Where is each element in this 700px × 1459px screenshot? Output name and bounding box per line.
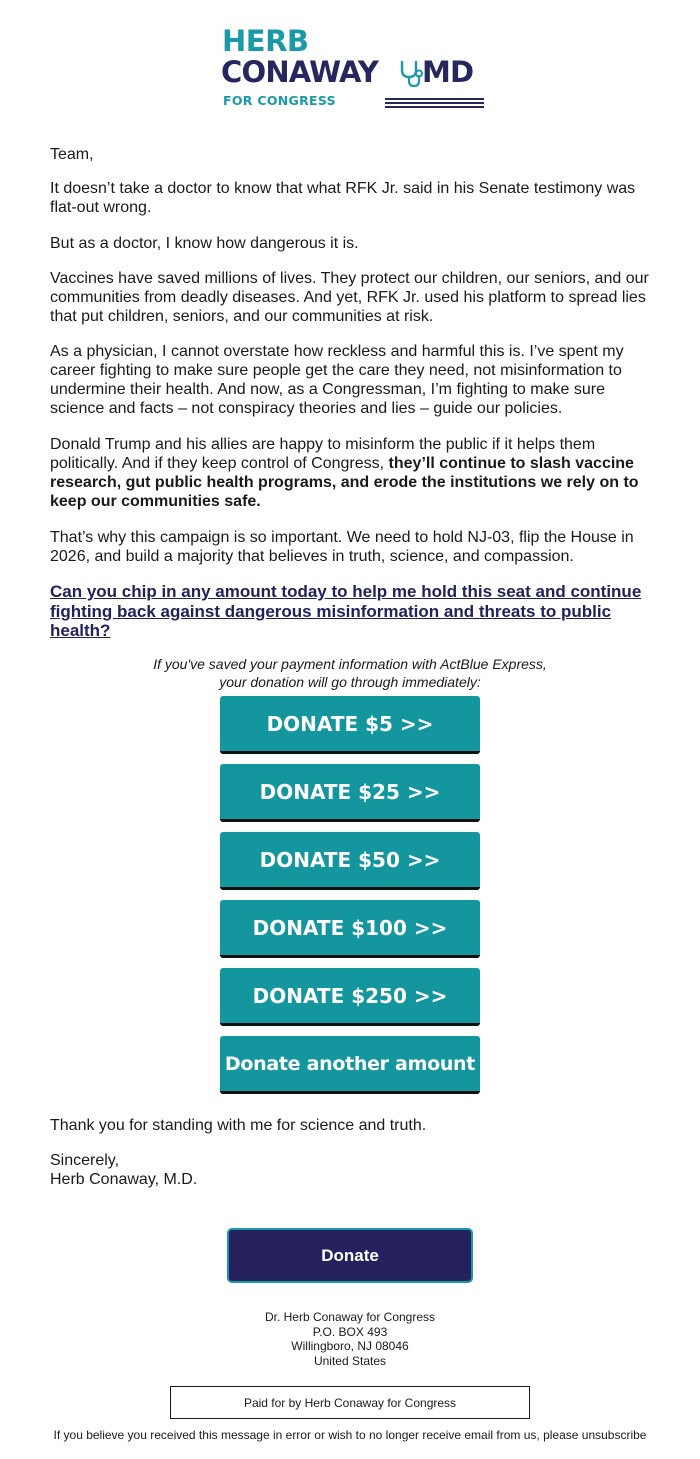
sign-off: Sincerely, <box>50 1152 120 1169</box>
paragraph-5-text: Donald Trump and his allies are happy to misinform the public if it helps them politically. And if they keep control of Congress, <box>50 436 596 472</box>
thank-you-text: Thank you for standing with me for science and truth. <box>50 1117 427 1134</box>
donate-5-button[interactable]: DONATE $5 >> <box>220 696 480 754</box>
signature: Herb Conaway, M.D. <box>50 1171 198 1188</box>
donate-25-button[interactable]: DONATE $25 >> <box>220 764 480 822</box>
campaign-logo <box>221 26 486 112</box>
paragraph-2: But as a doctor, I know how dangerous it is. <box>50 235 359 252</box>
footer-org-name: Dr. Herb Conaway for Congress <box>264 1310 436 1324</box>
donate-250-button[interactable]: DONATE $250 >> <box>220 968 480 1026</box>
donate-cta-link[interactable]: Can you chip in any amount today to help me hold this seat and continue fighting back against dangerous misinformation and threats to public health? <box>50 582 642 640</box>
donate-50-button[interactable]: DONATE $50 >> <box>220 832 480 890</box>
express-note-line-2: your donation will go through immediately: <box>219 674 481 690</box>
unsubscribe-text[interactable]: If you believe you received this message in error or wish to no longer receive email from us, please unsubscribe <box>53 1428 647 1442</box>
express-note-line-1: If you've saved your payment information with ActBlue Express, <box>153 656 547 672</box>
donate-button[interactable]: Donate <box>227 1228 473 1283</box>
paragraph-4: As a physician, I cannot overstate how reckless and harmful this is. I’ve spent my career fighting to make sure people get the care they need, not misinformation to undermine their health. And now, as a Congressman, I’m fighting to make sure science and facts – not conspiracy theories and lies – guide our policies. <box>50 343 624 417</box>
paragraph-5 <box>50 435 650 511</box>
logo-first-name: HERB <box>222 24 309 58</box>
paid-for-disclaimer: Paid for by Herb Conaway for Congress <box>170 1386 530 1419</box>
donate-other-amount-button[interactable]: Donate another amount <box>220 1036 480 1094</box>
stethoscope-icon <box>398 60 424 88</box>
paragraph-3: Vaccines have saved millions of lives. They protect our children, our seniors, and our communities from deadly diseases. And yet, RFK Jr. used his platform to spread lies that put children, seniors, and our communities at risk. <box>50 270 649 325</box>
paragraph-6: That’s why this campaign is so important. We need to hold NJ-03, flip the House in 2026, and build a majority that believes in truth, science, and compassion. <box>50 529 634 565</box>
donate-100-button[interactable]: DONATE $100 >> <box>220 900 480 958</box>
logo-last-name: CONAWAY <box>221 55 379 89</box>
logo-tagline: FOR CONGRESS <box>223 93 336 108</box>
greeting: Team, <box>50 146 94 163</box>
logo-md: MD <box>422 55 474 89</box>
footer-po-box: P.O. BOX 493 <box>312 1324 388 1339</box>
footer-city: Willingboro, NJ 08046 <box>291 1339 409 1353</box>
paragraph-1: It doesn’t take a doctor to know that what RFK Jr. said in his Senate testimony was flat-out wrong. <box>50 180 636 216</box>
logo-decorative-lines <box>385 98 484 110</box>
paragraph-5-bold: they’ll continue to slash vaccine research, gut public health programs, and erode the institutions we rely on to keep our communities safe. <box>50 455 639 510</box>
footer-country: United States <box>313 1353 387 1368</box>
